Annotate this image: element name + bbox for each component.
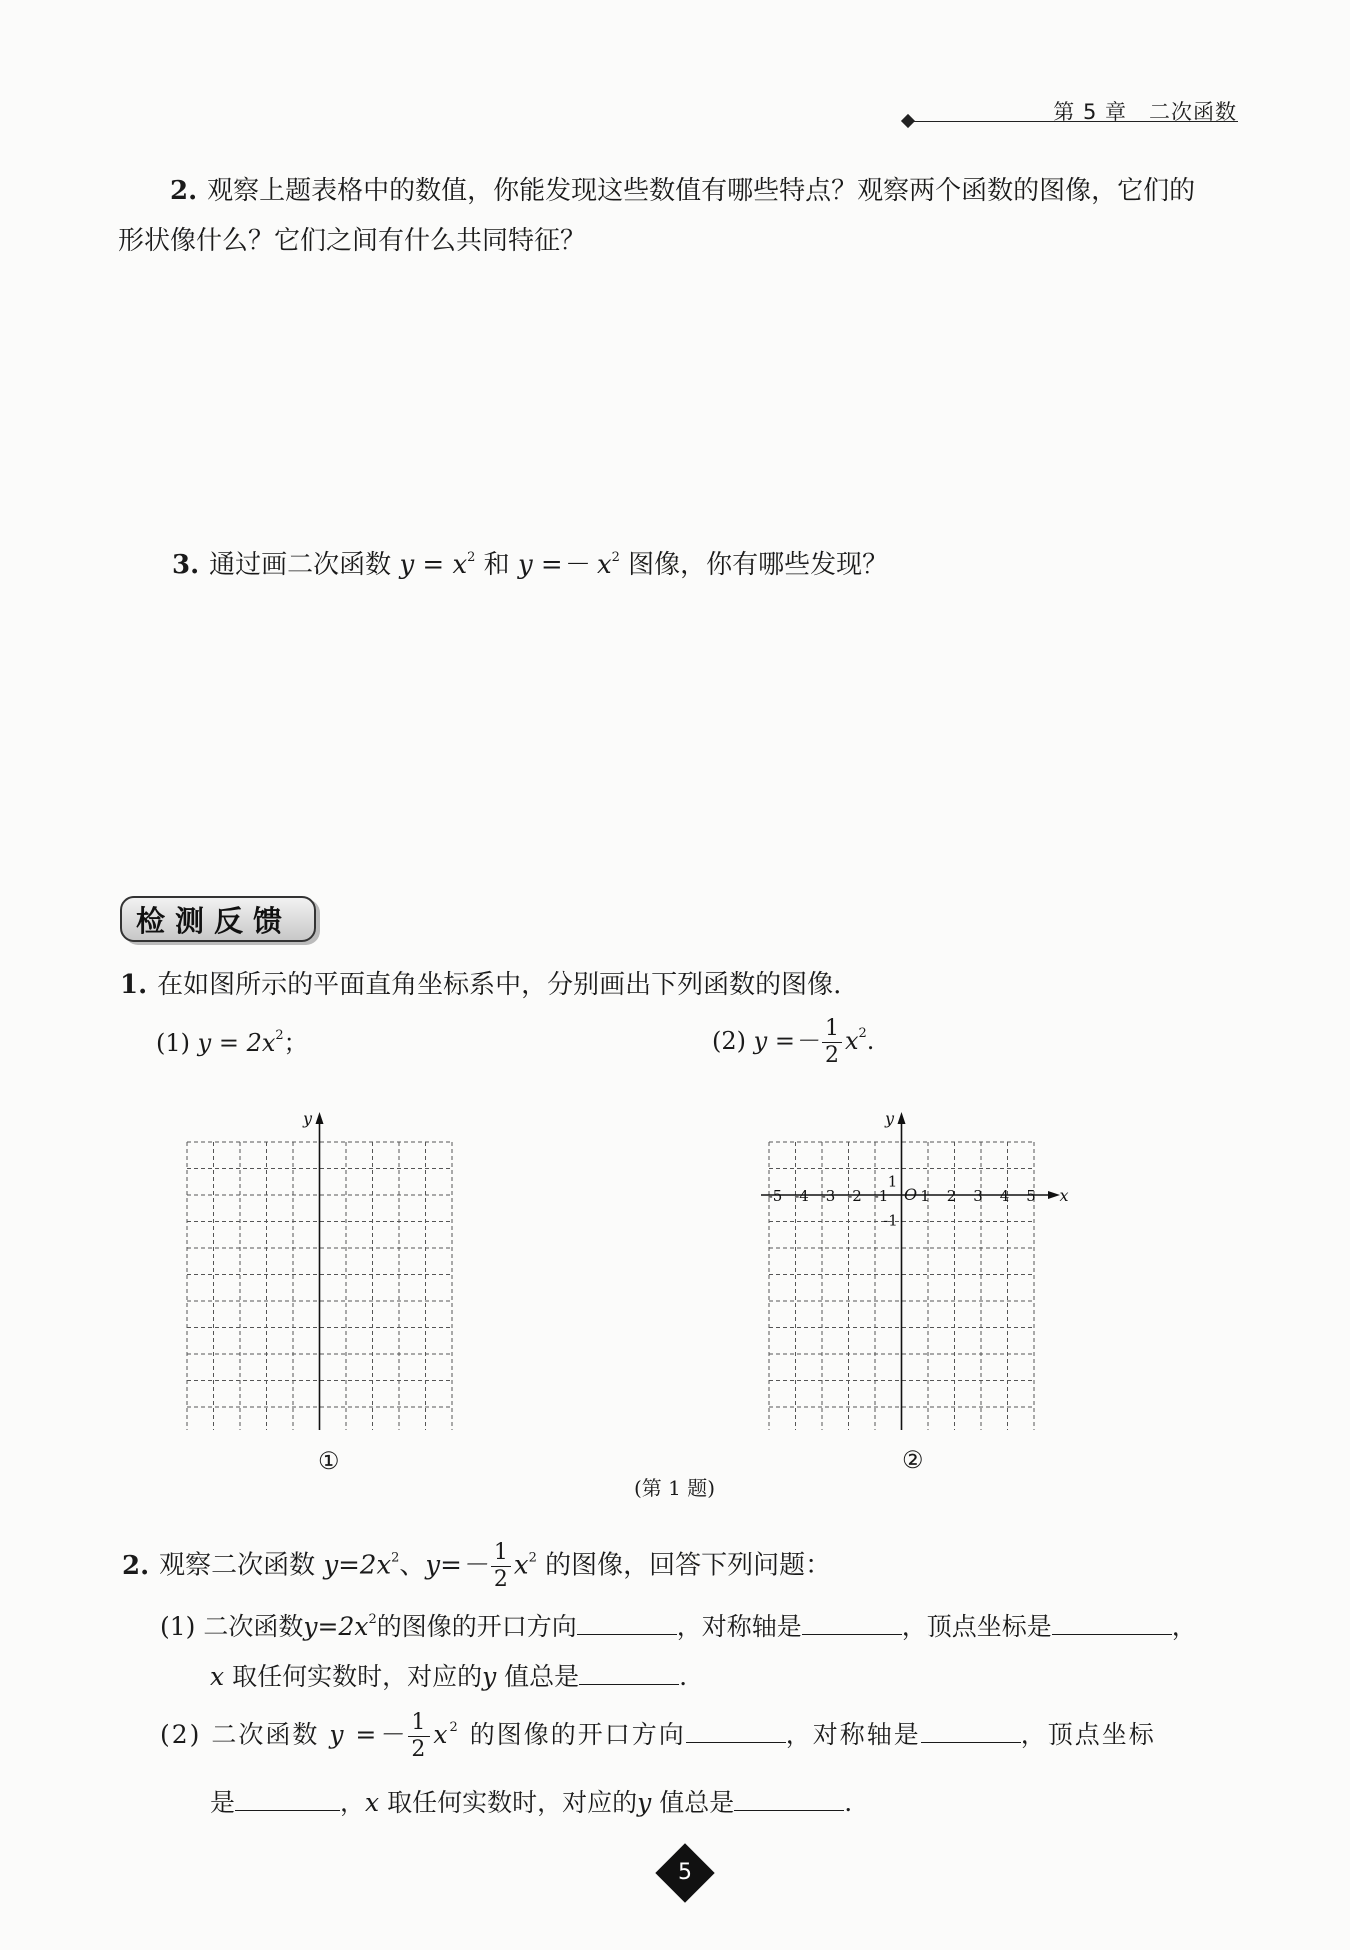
exponent: 2 [368, 1612, 377, 1627]
part-text: ，顶点坐标 [1020, 1720, 1156, 1749]
answer-blank-opening[interactable] [577, 1604, 677, 1635]
part-text: 值总是 [504, 1662, 580, 1691]
exponent: 2 [858, 1026, 867, 1041]
header-diamond-icon [901, 114, 915, 128]
origin-label: O [903, 1185, 918, 1204]
y-tick-label: 1 [887, 1172, 898, 1191]
x-tick-label: 3 [973, 1187, 983, 1205]
question-number: 3. [172, 550, 200, 580]
question-text: 观察上题表格中的数值，你能发现这些数值有哪些特点？观察两个函数的图像，它们的 [207, 176, 1196, 206]
exercise-number: 2. [122, 1550, 150, 1581]
punctuation: ； [283, 1029, 308, 1057]
equation: y=2x [323, 1550, 392, 1581]
y-axis-label: y [884, 1109, 895, 1128]
fraction [822, 1016, 842, 1069]
equation: y =－ [753, 1027, 819, 1055]
header-rule [912, 121, 1238, 122]
answer-blank-vertex[interactable] [235, 1780, 340, 1811]
x-tick-label: -4 [794, 1187, 809, 1205]
fraction [491, 1540, 511, 1593]
x-tick-label: 5 [1026, 1187, 1036, 1205]
section-title: 检测反馈 [136, 904, 293, 938]
variable: x [210, 1662, 225, 1691]
exercise-2-part-1 [160, 1602, 1197, 1652]
part-label: (1) [160, 1612, 196, 1641]
exponent: 2 [611, 550, 620, 565]
fraction-numerator: 1 [408, 1710, 430, 1737]
punctuation: . [679, 1662, 688, 1691]
x-tick-label: -5 [767, 1187, 783, 1205]
page-number: 5 [678, 1860, 692, 1885]
equation-2: y =－ x [517, 550, 612, 580]
x-axis-label: x [1059, 1186, 1069, 1205]
variable: x [365, 1788, 380, 1817]
part-text: 值总是 [659, 1788, 735, 1817]
exponent: 2 [528, 1550, 537, 1566]
question-text: 通过画二次函数 [209, 550, 392, 580]
part-text: ，顶点坐标是 [901, 1612, 1052, 1641]
question-text: 和 [483, 550, 510, 580]
part-label: (2) [160, 1720, 202, 1749]
x-tick-label: 1 [920, 1187, 930, 1205]
punctuation: ， [1171, 1612, 1197, 1641]
exercise-1-part-2 [712, 1016, 874, 1069]
figure-caption: (第 1 题) [634, 1476, 716, 1500]
chapter-title: 二次函数 [1149, 100, 1237, 124]
separator: 、 [399, 1550, 426, 1581]
answer-blank-y-value[interactable] [579, 1654, 679, 1685]
variable: x [844, 1027, 859, 1055]
y-tick-label: -1 [883, 1211, 898, 1230]
exercise-2-part-2 [160, 1710, 1156, 1763]
exercise-number: 1. [120, 970, 148, 1000]
answer-blank-opening[interactable] [686, 1712, 786, 1743]
answer-blank-y-value[interactable] [734, 1780, 844, 1811]
section-badge [120, 896, 330, 942]
part-text: 取任何实数时，对应的 [232, 1662, 483, 1691]
equation: y = 2x [197, 1029, 276, 1057]
exercise-2-part-1-line2 [210, 1652, 687, 1702]
part-text: 二次函数 [211, 1720, 320, 1749]
part-text: 的图像的开口方向 [469, 1720, 686, 1749]
graph-2-marker: ② [902, 1446, 924, 1474]
part-text: 的图像的开口方向 [376, 1612, 577, 1641]
chapter-number: 第 5 章 [1053, 100, 1127, 124]
exercise-1-part-1 [156, 1018, 308, 1068]
question-number: 2. [170, 176, 198, 206]
punctuation: . [866, 1027, 875, 1055]
y-axis-label: y [302, 1109, 313, 1128]
x-tick-label: -3 [820, 1187, 836, 1205]
exercise-text: 观察二次函数 [159, 1550, 316, 1581]
exercise-text: 的图像，回答下列问题： [545, 1550, 832, 1581]
y-axis-arrow-icon [898, 1112, 906, 1124]
punctuation: ， [340, 1788, 366, 1817]
y-axis-arrow-icon [316, 1112, 324, 1124]
exponent: 2 [275, 1028, 284, 1043]
x-axis-arrow-icon [1048, 1191, 1060, 1199]
part-text: ，对称轴是 [676, 1612, 802, 1641]
exercise-text: 在如图所示的平面直角坐标系中，分别画出下列函数的图像. [157, 970, 842, 1000]
variable: y [482, 1662, 497, 1691]
exponent: 2 [467, 550, 476, 565]
exercise-2 [122, 1540, 831, 1593]
question-text: 形状像什么？它们之间有什么共同特征？ [118, 226, 587, 256]
fraction-denominator: 2 [493, 1567, 508, 1592]
x-tick-label: 2 [946, 1187, 957, 1205]
variable: y [637, 1788, 652, 1817]
fraction-denominator: 2 [411, 1737, 428, 1762]
punctuation: . [844, 1788, 853, 1817]
question-2-line2 [118, 216, 1248, 266]
part-label: (1) [156, 1029, 190, 1057]
equation-1: y = x [399, 550, 468, 580]
equation: y=－ [425, 1550, 488, 1581]
equation: y=2x [303, 1612, 369, 1641]
part-text: ，对称轴是 [785, 1720, 921, 1749]
exercise-2-part-2-line2 [210, 1778, 852, 1828]
variable: x [433, 1720, 450, 1749]
fraction-denominator: 2 [824, 1043, 839, 1068]
question-3 [172, 540, 888, 590]
coordinate-grid-1 [170, 1100, 490, 1430]
graph-1-marker: ① [318, 1447, 340, 1475]
coordinate-grid-2 [752, 1100, 1082, 1430]
exponent: 2 [391, 1550, 400, 1566]
answer-blank-axis[interactable] [802, 1604, 902, 1635]
x-tick-label: -2 [847, 1187, 862, 1205]
fraction-numerator: 1 [822, 1016, 842, 1043]
answer-blank-vertex[interactable] [1052, 1604, 1172, 1635]
part-label: (2) [712, 1027, 746, 1055]
part-text: 二次函数 [203, 1612, 304, 1641]
variable: x [513, 1550, 529, 1581]
question-2 [170, 166, 1250, 216]
fraction-numerator: 1 [491, 1540, 511, 1567]
x-tick-label: 4 [999, 1187, 1010, 1205]
part-text: 取任何实数时，对应的 [387, 1788, 638, 1817]
exercise-1 [120, 960, 841, 1010]
part-text: 是 [210, 1788, 236, 1817]
exponent: 2 [449, 1720, 460, 1735]
x-tick-label: -1 [873, 1187, 889, 1205]
equation: y =－ [329, 1720, 406, 1749]
fraction [408, 1710, 430, 1763]
question-text: 图像，你有哪些发现？ [628, 550, 889, 580]
answer-blank-axis[interactable] [921, 1712, 1021, 1743]
